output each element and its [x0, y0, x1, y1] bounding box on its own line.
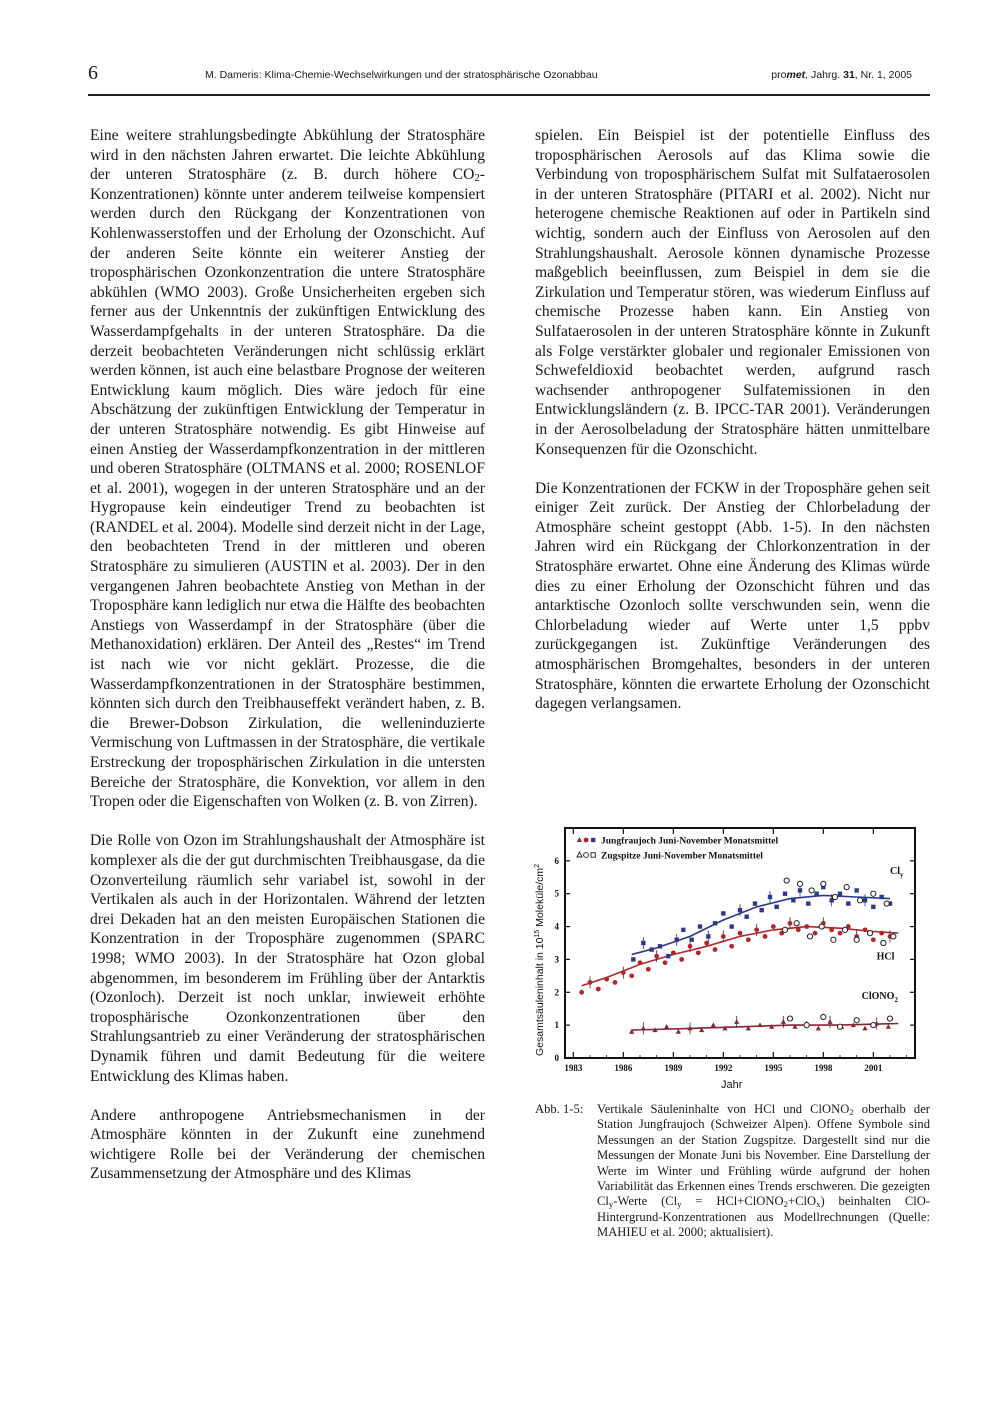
legend-marker [584, 838, 589, 843]
data-point-jungfraujoch [814, 892, 818, 896]
x-tick-label: 2001 [864, 1063, 883, 1073]
fit-line-clono2 [632, 1024, 899, 1031]
data-point-jungfraujoch [804, 924, 809, 929]
data-point-jungfraujoch [641, 941, 645, 945]
caption-label: Abb. 1-5: [535, 1102, 584, 1116]
paragraph [90, 126, 485, 812]
data-point-jungfraujoch [681, 928, 685, 932]
data-point-jungfraujoch [658, 944, 662, 948]
data-point-jungfraujoch [768, 895, 772, 899]
figure-caption [535, 1102, 930, 1241]
data-point-jungfraujoch [753, 901, 757, 905]
data-point-jungfraujoch [631, 957, 635, 961]
data-point-zugspitze [804, 1023, 809, 1028]
series-label-text: Cl [890, 866, 900, 877]
journal-issue: , Nr. 1, 2005 [854, 69, 912, 81]
data-point-jungfraujoch [721, 911, 725, 915]
subscript: x [816, 1199, 821, 1210]
series-label [890, 866, 904, 879]
paragraph: spielen. Ein Beispiel ist der potentielle Einfluss des troposphärischen Aerosols auf das Klima sowie die Verbindung von troposphärischem Sulfat mit Sulfataerosolen in der unteren Stratosphäre (PITARI et al. 2002). Nicht nur heterogene chemische Reaktionen auf oder in Partikeln sind wichtig, sondern auch der Einfluss von Aerosolen auf den Strahlungshaushalt. Aerosole können dynamische Prozesse maßgeblich beeinflussen, zum Beispiel in dem sie die Zirkulation und Temperatur stören, was wiederum Einfluss auf chemische Prozesse haben kann. Ein Anstieg von Sulfataerosolen in der unteren Stratosphäre könnte in Zukunft als Folge verstärkter globaler und regionaler Emissionen von Schwefeldioxid beobachtet werden, aufgrund rasch wachsender anthropogener Sulfatemissionen in den Entwicklungsländern (z. B. IPCC-TAR 2001). Veränderungen in der Aerosolbeladung der Stratosphäre hätten unmittelbare Konsequenzen für die Ozonschicht. [535, 127, 930, 458]
data-point-jungfraujoch [738, 908, 742, 912]
data-point-jungfraujoch [711, 1022, 716, 1027]
data-point-jungfraujoch [886, 1024, 891, 1029]
data-point-jungfraujoch [771, 924, 776, 929]
data-point-jungfraujoch [759, 908, 763, 912]
data-point-zugspitze [854, 937, 859, 942]
data-point-zugspitze [784, 878, 789, 883]
data-point-zugspitze [871, 1023, 876, 1028]
y-tick-label: 4 [554, 921, 559, 932]
data-point-jungfraujoch [838, 931, 843, 936]
data-point-jungfraujoch [729, 924, 733, 928]
data-point-jungfraujoch [754, 927, 759, 932]
plot-frame [565, 828, 915, 1058]
data-point-jungfraujoch [774, 905, 778, 909]
data-point-jungfraujoch [629, 973, 634, 978]
data-point-jungfraujoch [862, 1026, 867, 1031]
data-point-jungfraujoch [579, 990, 584, 995]
data-point-jungfraujoch [813, 931, 818, 936]
caption-part: = HCl+ClONO [681, 1194, 784, 1209]
journal-reference [771, 69, 912, 81]
data-point-zugspitze [831, 937, 836, 942]
journal-name-pre: pro [771, 69, 787, 81]
data-point-jungfraujoch [664, 1024, 669, 1029]
data-point-jungfraujoch [757, 1022, 762, 1027]
subscript: y [608, 1199, 614, 1210]
y-axis-title-sup: 2 [534, 863, 541, 868]
subscript: 2 [849, 1107, 854, 1117]
data-point-jungfraujoch [879, 931, 884, 936]
data-point-jungfraujoch [729, 944, 734, 949]
series-label-text: HCl [876, 951, 895, 963]
data-point-zugspitze [782, 927, 787, 932]
data-point-jungfraujoch [713, 921, 717, 925]
paragraph: Die Rolle von Ozon im Strahlungshaushalt der Atmosphäre ist komplexer als die der gut durchmischten Treibhausgase, da die Ozonverteilung räumlich sehr variabel ist, sowohl in der Vertikalen als auch in der Horizontalen. Während der letzten drei Dekaden hat an den meisten Europäischen Stationen die Konzentration in der Troposphäre zugenommen (SPARC 1998; WMO 2003). In der Stratosphäre hat Ozon global abgenommen, im besonderem im Frühling über der Antarktis (Ozonloch). Derzeit ist noch unklar, inwieweit erhöhte troposphärische Ozonkonzentrationen über den Strahlungsantrieb zu einer Veränderung der stratosphärischen Dynamik führen und damit Bedeutung für die weitere Entwicklung des Klimas haben. [90, 832, 485, 1085]
data-point-jungfraujoch [641, 1026, 646, 1031]
y-axis-title [534, 864, 546, 1056]
data-point-jungfraujoch [713, 947, 718, 952]
legend-marker [577, 852, 582, 857]
data-point-zugspitze [881, 940, 886, 945]
data-point-jungfraujoch [638, 960, 643, 965]
y-axis-title-part: Gesamtsäuleninhalt in 10 [534, 937, 546, 1056]
subscript: 2 [783, 1199, 789, 1210]
data-point-jungfraujoch [791, 898, 795, 902]
data-point-zugspitze [807, 934, 812, 939]
data-point-zugspitze [842, 927, 847, 932]
legend-marker [591, 853, 595, 857]
y-tick-label: 5 [554, 888, 559, 899]
data-point-zugspitze [819, 924, 824, 929]
data-point-jungfraujoch [879, 895, 883, 899]
data-point-jungfraujoch [763, 934, 768, 939]
caption-part: oberhalb der Station Jungfraujoch (Schweizer Alpen). Offene Symbole sind Messungen an der Station Zugspitze. Dargestellt sind nur die Messungen der Monate Juni bis November. Eine Darstellung der Werte im Winter und Frühling würde aufgrund der hohen Variabilität das Erkennen eines Trends erschweren. Die gezeigten Cl [597, 1102, 930, 1209]
data-point-jungfraujoch [698, 924, 702, 928]
paragraph-text: -Konzentrationen) könnte unter anderem teilweise kompensiert werden durch den Rückgang der Konzentrationen von Kohlenwasserstoffen und der Erholung der Ozonschicht. Auf der anderen Seite könnte ein weiterer Anstieg der troposphärischen Ozonkonzentration die untere Stratosphäre abkühlen (WMO 2003). Große Unsicherheiten ergeben sich ferner aus der Unkenntnis der zukünftigen Entwicklung des Wasserdampfgehalts in der unteren Stratosphäre. Da die derzeit beobachteten Veränderungen nicht schlüssig erklärt werden können, ist auch eine belastbare Prognose der weiteren Entwicklung kaum möglich. Dies wäre jedoch für eine Abschätzung der zukünftigen Entwicklung der Temperatur in der unteren Stratosphäre notwendig. Es gibt Hinweise auf einen Anstieg der Wasserdampfkonzentration in der mittleren und oberen Stratosphäre (OLTMANS et al. 2000; ROSENLOF et al. 2001), wogegen in der unteren Stratosphäre und an der Hygropause kein eindeutiger Trend zu beobachten ist (RANDEL et al. 2004). Modelle sind derzeit nicht in der Lage, den beobachteten Trend in der mittleren und oberen Stratosphäre zu simulieren (AUSTIN et al. 2003). Der in den vergangenen Jahren beobachtete Anstieg von Methan in der Troposphäre kann lediglich nur etwa die Hälfte des beobachten Anstiegs von Wasserdampf in der Stratosphäre (über die Methanoxidation) erklären. Der Anteil des „Restes“ im Trend ist nach wie vor nicht geklärt. Prozesse, die die Wasserdampfkonzentrationen in der Stratosphäre bestimmen, könnten sich durch den Treibhauseffekt verändert haben, z. B. die Brewer-Dobson Zirkulation, die welleninduzierte Vermischung von Luftmassen in der Stratosphäre, die vertikale Erstreckung der troposphärischen Zirkulation in die untersten Bereiche der Stratosphäre, die Konvektion, vor allem in den Tropen oder die Eigenschaften von Wolken (z. B. von Zirren). [90, 166, 485, 811]
caption-part: -Werte (Cl [613, 1194, 678, 1209]
data-point-jungfraujoch [788, 921, 793, 926]
data-point-jungfraujoch [621, 970, 626, 975]
data-point-jungfraujoch [706, 934, 710, 938]
series-label-sub: 2 [894, 995, 898, 1004]
data-point-zugspitze [891, 934, 896, 939]
data-point-jungfraujoch [721, 934, 726, 939]
data-point-jungfraujoch [604, 977, 609, 982]
data-point-jungfraujoch [671, 950, 676, 955]
journal-name-em: met [786, 69, 806, 81]
data-point-jungfraujoch [838, 892, 842, 896]
series-label [877, 951, 895, 962]
data-point-jungfraujoch [613, 980, 618, 985]
x-tick-label: 1986 [614, 1063, 633, 1073]
data-point-zugspitze [794, 921, 799, 926]
data-point-zugspitze [821, 881, 826, 886]
data-point-jungfraujoch [871, 937, 876, 942]
series-label [862, 991, 899, 1004]
data-point-jungfraujoch [783, 892, 787, 896]
data-point-zugspitze [787, 1016, 792, 1021]
page-number: 6 [88, 62, 98, 84]
running-title: M. Dameris: Klima-Chemie-Wechselwirkungen und der stratosphärische Ozonabbau [205, 69, 598, 81]
data-point-jungfraujoch [827, 1019, 832, 1024]
data-point-jungfraujoch [688, 944, 693, 949]
x-tick-label: 1992 [714, 1063, 733, 1073]
header-rule [88, 94, 930, 96]
data-point-jungfraujoch [806, 901, 810, 905]
right-column [535, 126, 930, 733]
chart-svg [530, 820, 935, 1095]
y-tick-label: 1 [554, 1020, 559, 1031]
data-point-zugspitze [867, 931, 872, 936]
data-point-zugspitze [797, 881, 802, 886]
data-point-jungfraujoch [654, 954, 659, 959]
data-point-zugspitze [844, 885, 849, 890]
data-point-jungfraujoch [846, 901, 850, 905]
data-point-zugspitze [884, 901, 889, 906]
legend-marker [577, 837, 582, 842]
data-point-zugspitze [887, 1016, 892, 1021]
figure-chart [530, 820, 935, 1095]
data-point-jungfraujoch [854, 888, 858, 892]
data-point-jungfraujoch [676, 1029, 681, 1034]
fit-line-cly [632, 895, 890, 954]
paragraph: Die Konzentrationen der FCKW in der Troposphäre gehen seit einiger Zeit zurück. Der Anstieg der Chlorbeladung der Atmosphäre scheint gestoppt (Abb. 1-5). In den nächsten Jahren wird ein Rückgang der Chlorkonzentration in der Stratosphäre erwartet. Ohne eine Änderung des Klimas würde dies zu einer Erholung der Ozonschicht führen und das antarktische Ozonloch sollte verschwunden sein, wenn die Chlorbeladung wieder auf Werte unter 1,5 ppbv zurückgegangen ist. Zukünftige Veränderungen des atmosphärischen Bromgehaltes, besonders in der unteren Stratosphäre, könnten die erwartete Erholung der Ozonschicht dagegen verlangsamen. [535, 479, 930, 713]
data-point-jungfraujoch [588, 980, 593, 985]
data-point-jungfraujoch [646, 967, 651, 972]
y-tick-label: 0 [554, 1053, 559, 1063]
left-column [90, 126, 485, 1204]
data-point-jungfraujoch [863, 927, 868, 932]
data-point-jungfraujoch [734, 1019, 739, 1024]
data-point-zugspitze [854, 1018, 859, 1023]
y-axis-title-sup: 15 [534, 929, 541, 938]
caption-part: ) beinhalten ClO-Hintergrund-Konzentrationen aus Modellrechnungen (Quelle: MAHIEU et al. 2000; aktualisiert). [597, 1194, 931, 1240]
data-point-zugspitze [837, 1024, 842, 1029]
y-tick-label: 2 [554, 987, 559, 998]
data-point-jungfraujoch [744, 915, 748, 919]
data-point-zugspitze [832, 894, 837, 899]
data-point-zugspitze [871, 891, 876, 896]
data-point-jungfraujoch [696, 950, 701, 955]
x-tick-label: 1983 [564, 1063, 583, 1073]
x-tick-label: 1995 [764, 1063, 783, 1073]
y-axis-title-part: Moleküle/cm [534, 867, 546, 930]
x-tick-label: 1998 [814, 1063, 833, 1073]
x-tick-label: 1989 [664, 1063, 683, 1073]
caption-text [597, 1102, 930, 1241]
data-point-jungfraujoch [663, 960, 668, 965]
caption-part: Vertikale Säuleninhalte von HCl und ClONO [597, 1102, 850, 1116]
data-point-jungfraujoch [863, 898, 867, 902]
data-point-jungfraujoch [666, 954, 670, 958]
y-tick-label: 3 [554, 954, 559, 965]
legend-label-jungfraujoch: Jungfraujoch Juni-November Monatsmittel [601, 836, 779, 847]
data-point-zugspitze [821, 1014, 826, 1019]
data-point-jungfraujoch [746, 937, 751, 942]
legend-marker [591, 838, 595, 842]
data-point-jungfraujoch [829, 927, 834, 932]
series-label-text: ClONO [861, 990, 895, 1002]
data-point-jungfraujoch [816, 1026, 821, 1031]
data-point-zugspitze [809, 888, 814, 893]
data-point-jungfraujoch [704, 941, 709, 946]
data-point-jungfraujoch [596, 987, 601, 992]
subscript: y [677, 1199, 682, 1210]
x-axis-title: Jahr [720, 1079, 743, 1091]
data-point-jungfraujoch [738, 931, 743, 936]
caption-part: +ClO [788, 1194, 817, 1209]
y-tick-label: 6 [554, 855, 559, 866]
data-point-jungfraujoch [871, 905, 875, 909]
paragraph: Andere anthropogene Antriebsmechanismen in der Atmosphäre könnten in der Zukunft eine zunehmend wichtigere Rolle bei der Veränderung der chemischen Zusammensetzung der Atmosphäre und des Klimas [90, 1106, 485, 1183]
data-point-zugspitze [857, 898, 862, 903]
data-point-jungfraujoch [798, 888, 802, 892]
journal-volume: 31 [843, 69, 855, 81]
data-point-jungfraujoch [674, 938, 678, 942]
data-point-jungfraujoch [679, 957, 684, 962]
paragraph-text: Eine weitere strahlungsbedingte Abkühlung der Stratosphäre wird in den nächsten Jahren erwartet. Die leichte Abkühlung der unteren Stratosphäre (z. B. durch höhere CO [90, 127, 485, 184]
data-point-jungfraujoch [781, 1019, 786, 1024]
legend-label-zugspitze: Zugspitze Juni-November Monatsmittel [601, 851, 763, 862]
data-point-jungfraujoch [796, 927, 801, 932]
journal-name-post: , Jahrg. [805, 69, 844, 81]
legend-marker [584, 853, 589, 858]
data-point-jungfraujoch [649, 947, 653, 951]
subscript: 2 [474, 172, 480, 185]
series-label-sub: y [900, 871, 904, 879]
